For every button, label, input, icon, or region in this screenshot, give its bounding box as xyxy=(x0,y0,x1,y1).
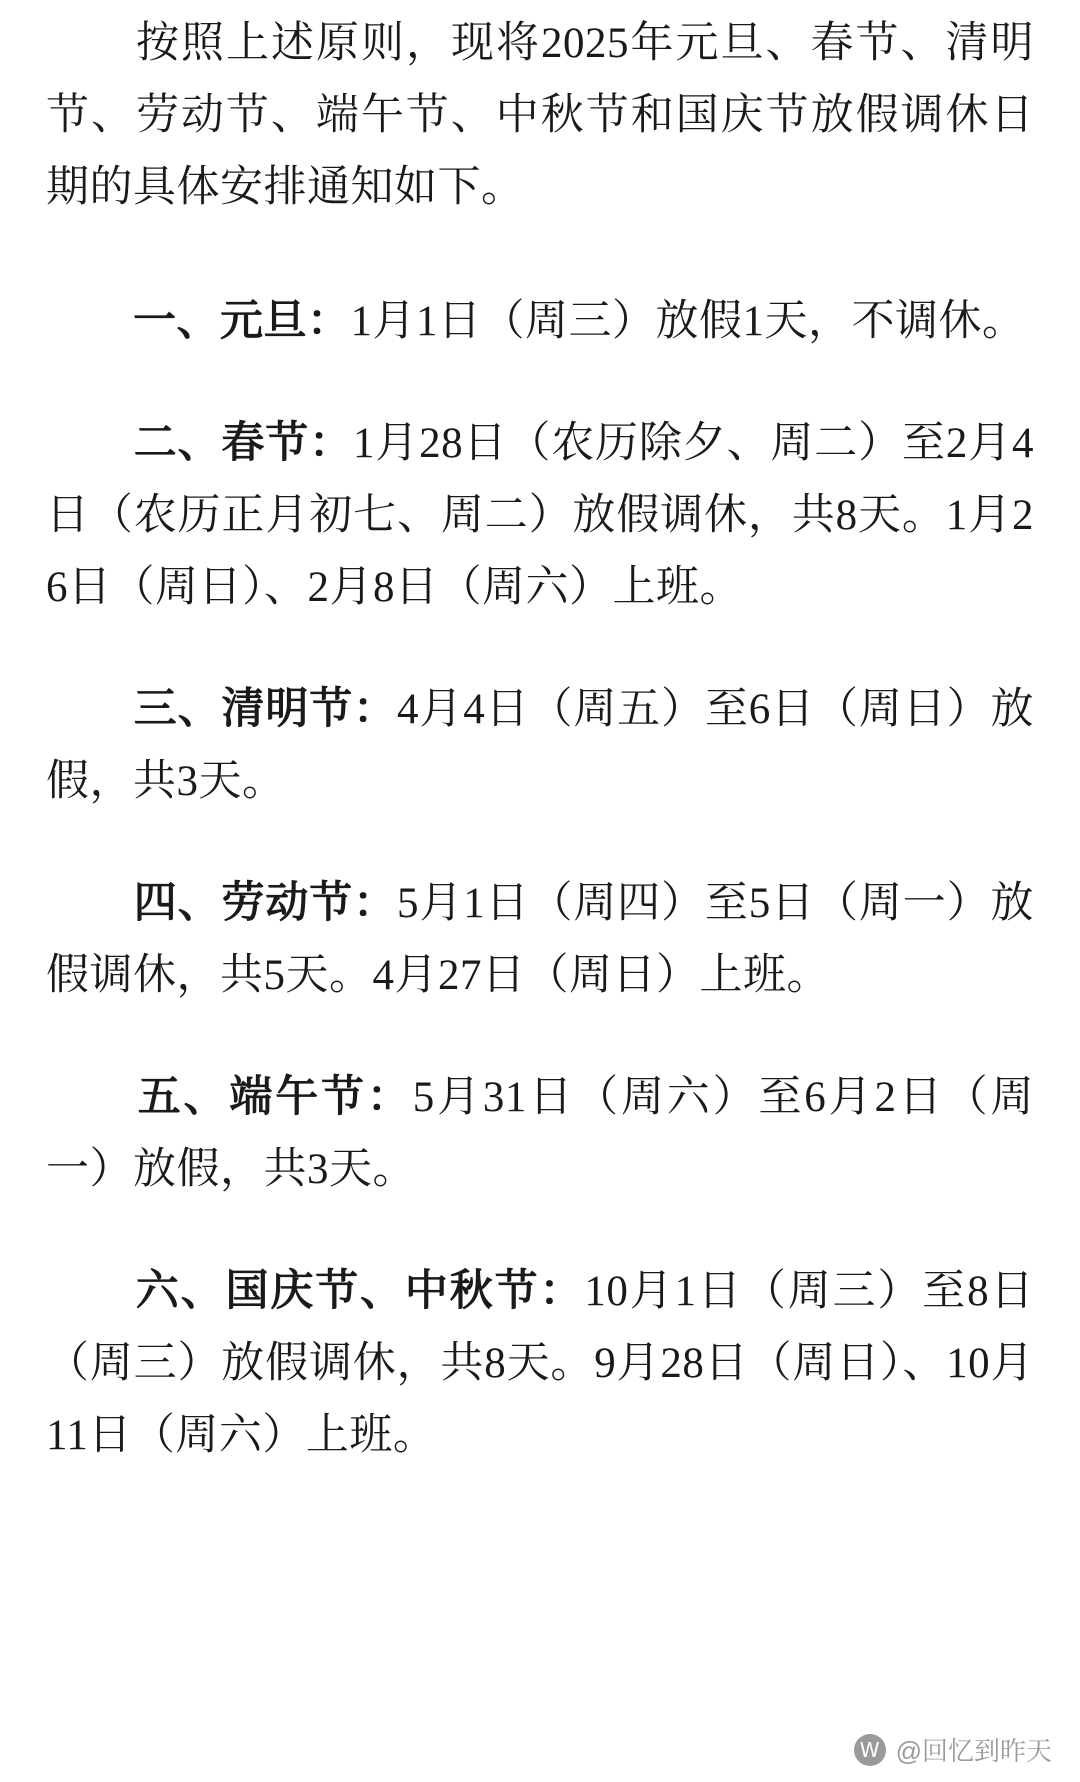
paragraph-text: 1月1日（周三）放假1天，不调休。 xyxy=(350,298,1026,345)
paragraph-dragon-boat xyxy=(46,1062,1034,1206)
paragraph-spring-festival xyxy=(46,408,1034,624)
weibo-icon: W xyxy=(854,1734,886,1766)
paragraph-text: 5月1日（周四）至5日（周一）放假调休，共5天。4月27日（周日）上班。 xyxy=(46,880,1035,999)
paragraph-lead: 一、元旦： xyxy=(133,298,351,345)
paragraph-text: 5月31日（周六）至6月2日（周一）放假，共3天。 xyxy=(46,1074,1035,1193)
paragraph-text: 10月1日（周三）至8日（周三）放假调休，共8天。9月28日（周日）、10月11日（周六）上班。 xyxy=(46,1268,1035,1459)
paragraph-intro xyxy=(46,8,1034,224)
paragraph-lead: 三、清明节： xyxy=(133,686,397,733)
paragraph-lead: 四、劳动节： xyxy=(133,880,397,927)
paragraph-indent xyxy=(46,20,136,67)
paragraph-lead: 六、国庆节、中秋节： xyxy=(135,1268,585,1315)
paragraph-indent xyxy=(46,420,134,467)
watermark-label: @回忆到昨天 xyxy=(895,1736,1052,1766)
paragraph-indent xyxy=(46,1268,136,1315)
paragraph-national-midautumn xyxy=(46,1256,1034,1472)
paragraph-lead: 五、端午节： xyxy=(137,1074,413,1121)
paragraph-text: 按照上述原则，现将2025年元旦、春节、清明节、劳动节、端午节、中秋节和国庆节放假调休日期的具体安排通知如下。 xyxy=(46,20,1034,211)
paragraph-text: 1月28日（农历除夕、周二）至2月4日（农历正月初七、周二）放假调休，共8天。1月26日（周日）、2月8日（周六）上班。 xyxy=(46,420,1035,611)
paragraph-indent xyxy=(46,686,134,733)
paragraph-lead: 二、春节： xyxy=(133,420,353,467)
paragraph-qingming xyxy=(46,674,1034,818)
paragraph-text: 4月4日（周五）至6日（周日）放假，共3天。 xyxy=(46,686,1035,805)
paragraph-indent xyxy=(46,298,133,345)
paragraph-indent xyxy=(46,1074,138,1121)
watermark xyxy=(854,1731,1052,1768)
paragraph-labour-day xyxy=(46,868,1034,1012)
paragraph-indent xyxy=(46,880,134,927)
paragraph-new-year xyxy=(46,286,1034,358)
